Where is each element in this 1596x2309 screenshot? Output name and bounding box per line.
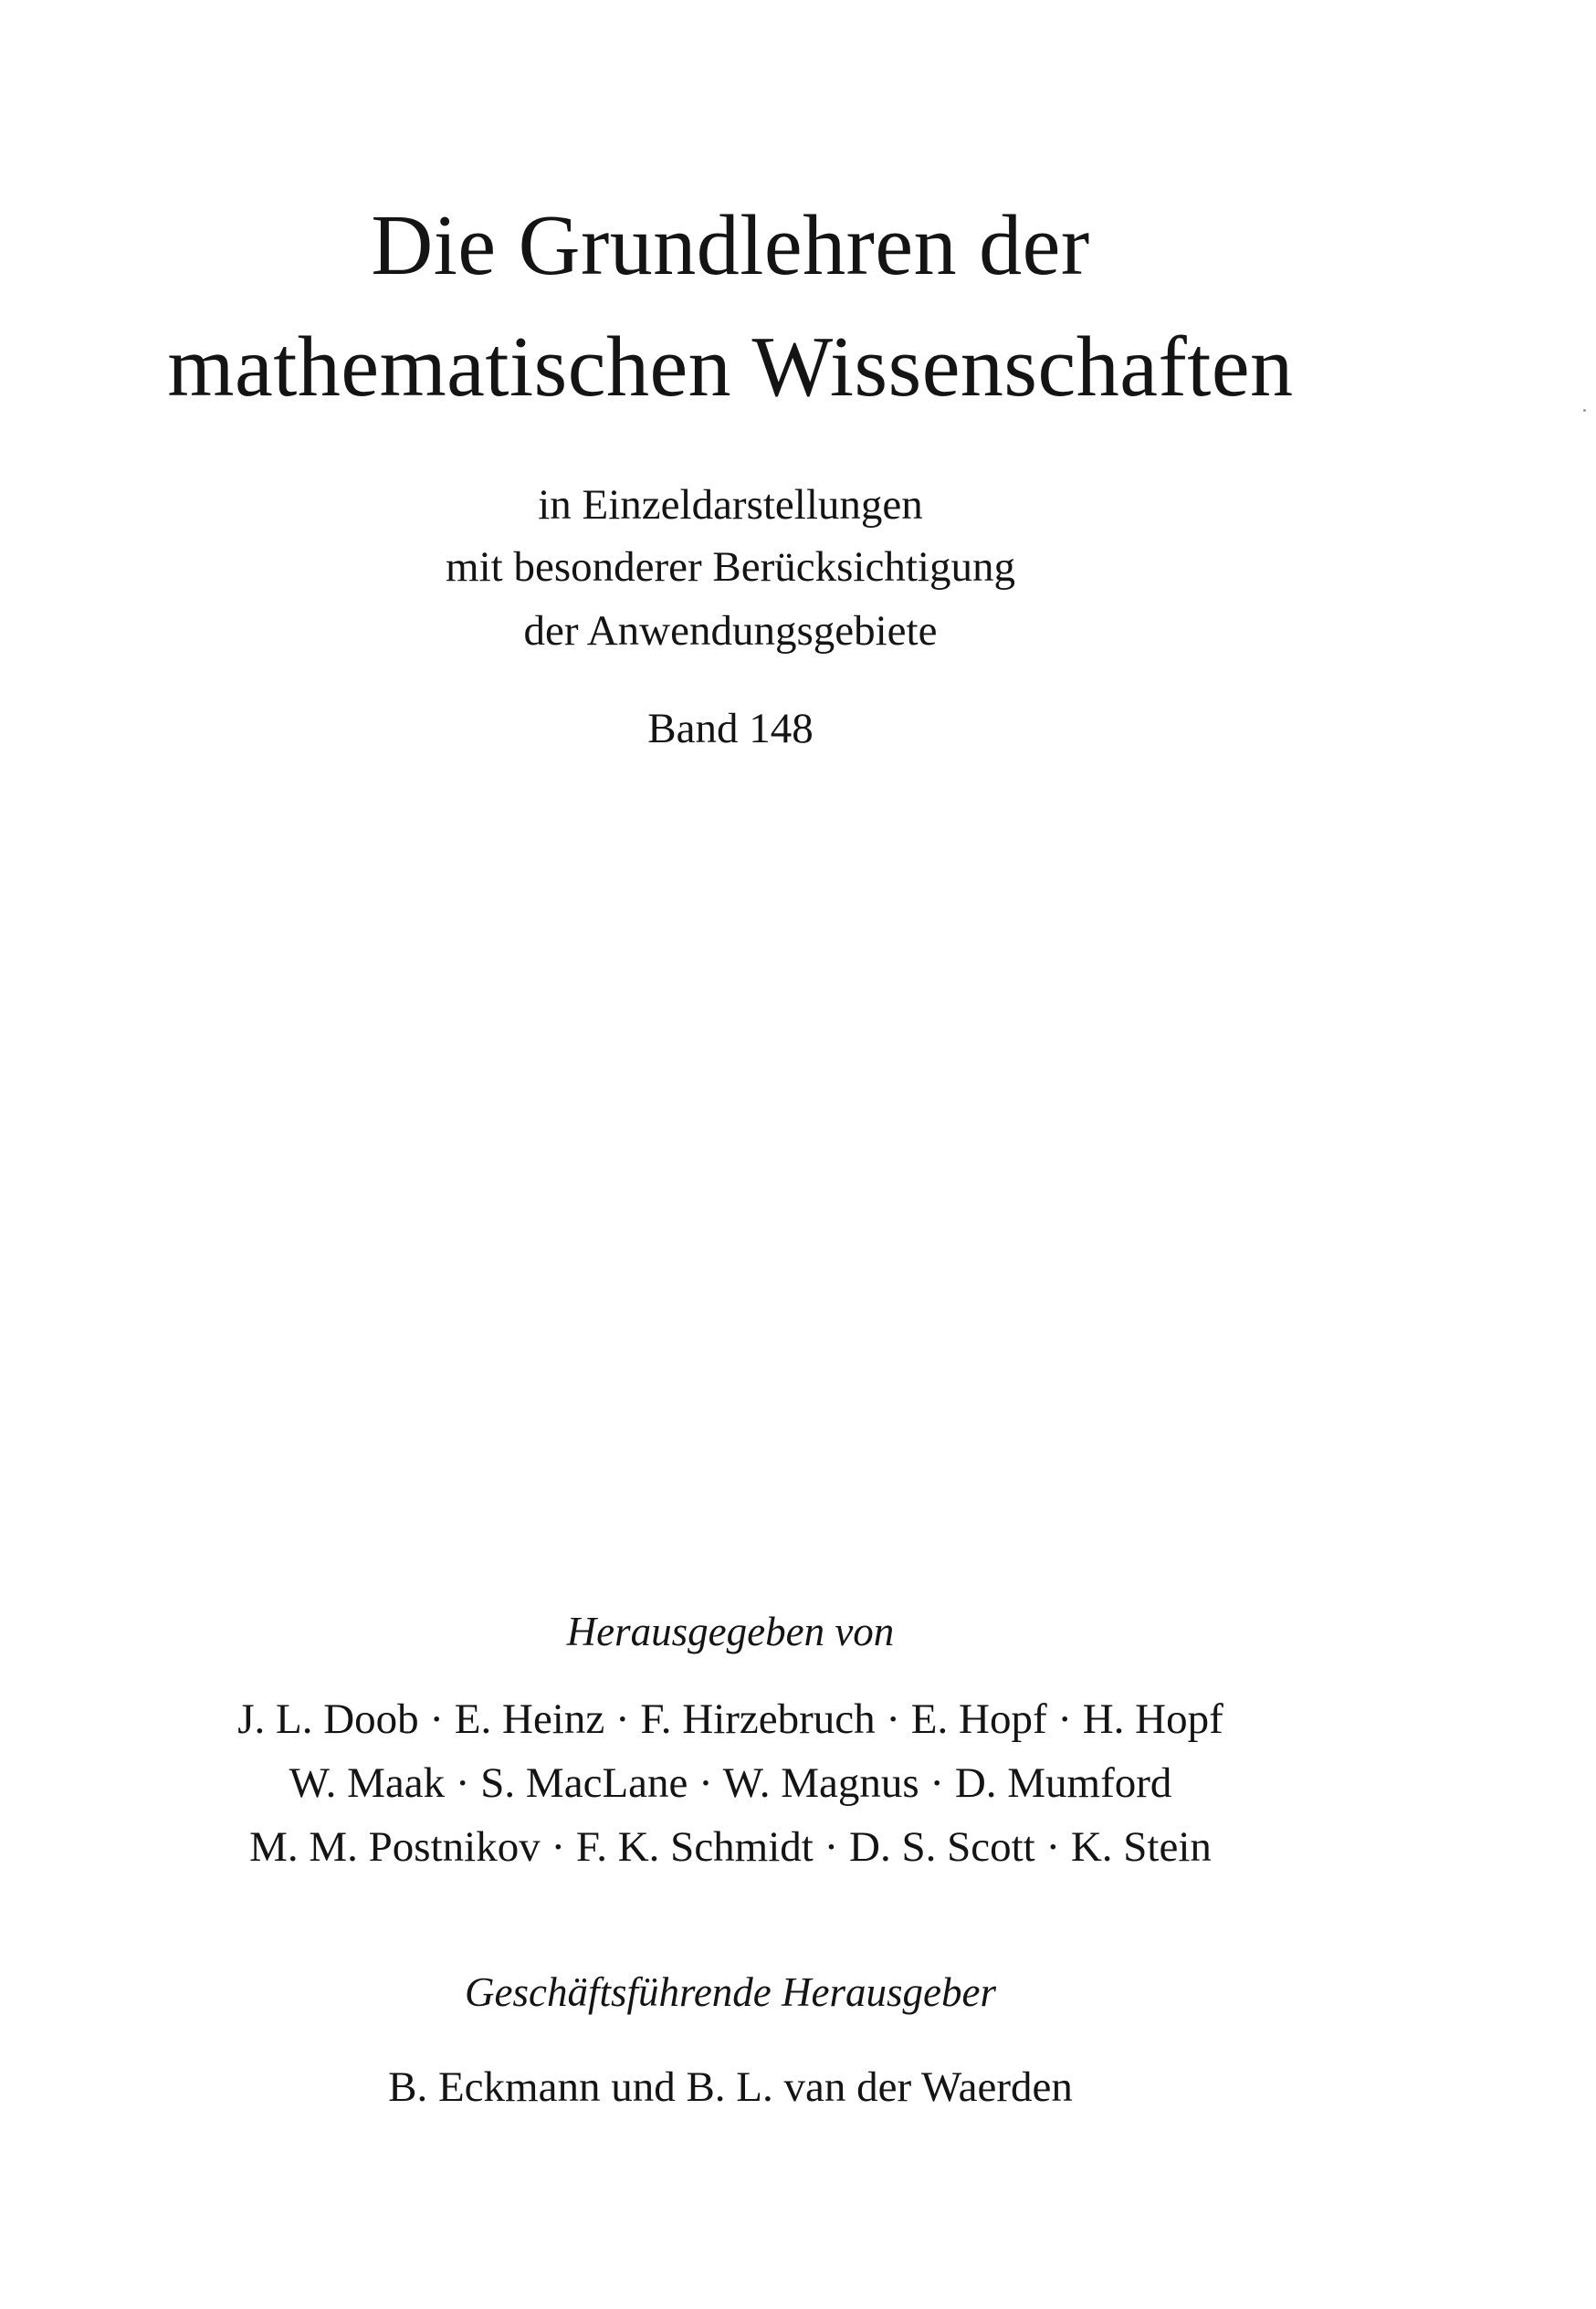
editors-line-2: W. Maak · S. MacLane · W. Magnus · D. Mumford: [289, 1759, 1172, 1807]
series-subtitle-line-3: der Anwendungsgebiete: [523, 607, 938, 655]
volume-number: Band 148: [647, 705, 814, 752]
series-title-line-2: mathematischen Wissenschaften: [167, 320, 1294, 415]
scan-speck: [1583, 409, 1586, 412]
editors-line-1: J. L. Doob · E. Heinz · F. Hirzebruch · E. Hopf · H. Hopf: [237, 1695, 1223, 1743]
editors-heading: Herausgegeben von: [566, 1609, 895, 1654]
series-subtitle-line-2: mit besonderer Berücksichtigung: [446, 543, 1015, 591]
managing-editors-heading: Geschäftsführende Herausgeber: [465, 1969, 996, 2015]
editors-line-3: M. M. Postnikov · F. K. Schmidt · D. S. Scott · K. Stein: [249, 1823, 1212, 1871]
series-title-line-1: Die Grundlehren der: [371, 198, 1090, 293]
series-subtitle-line-1: in Einzeldarstellungen: [538, 481, 923, 529]
managing-editors-names: B. Eckmann und B. L. van der Waerden: [388, 2063, 1073, 2111]
